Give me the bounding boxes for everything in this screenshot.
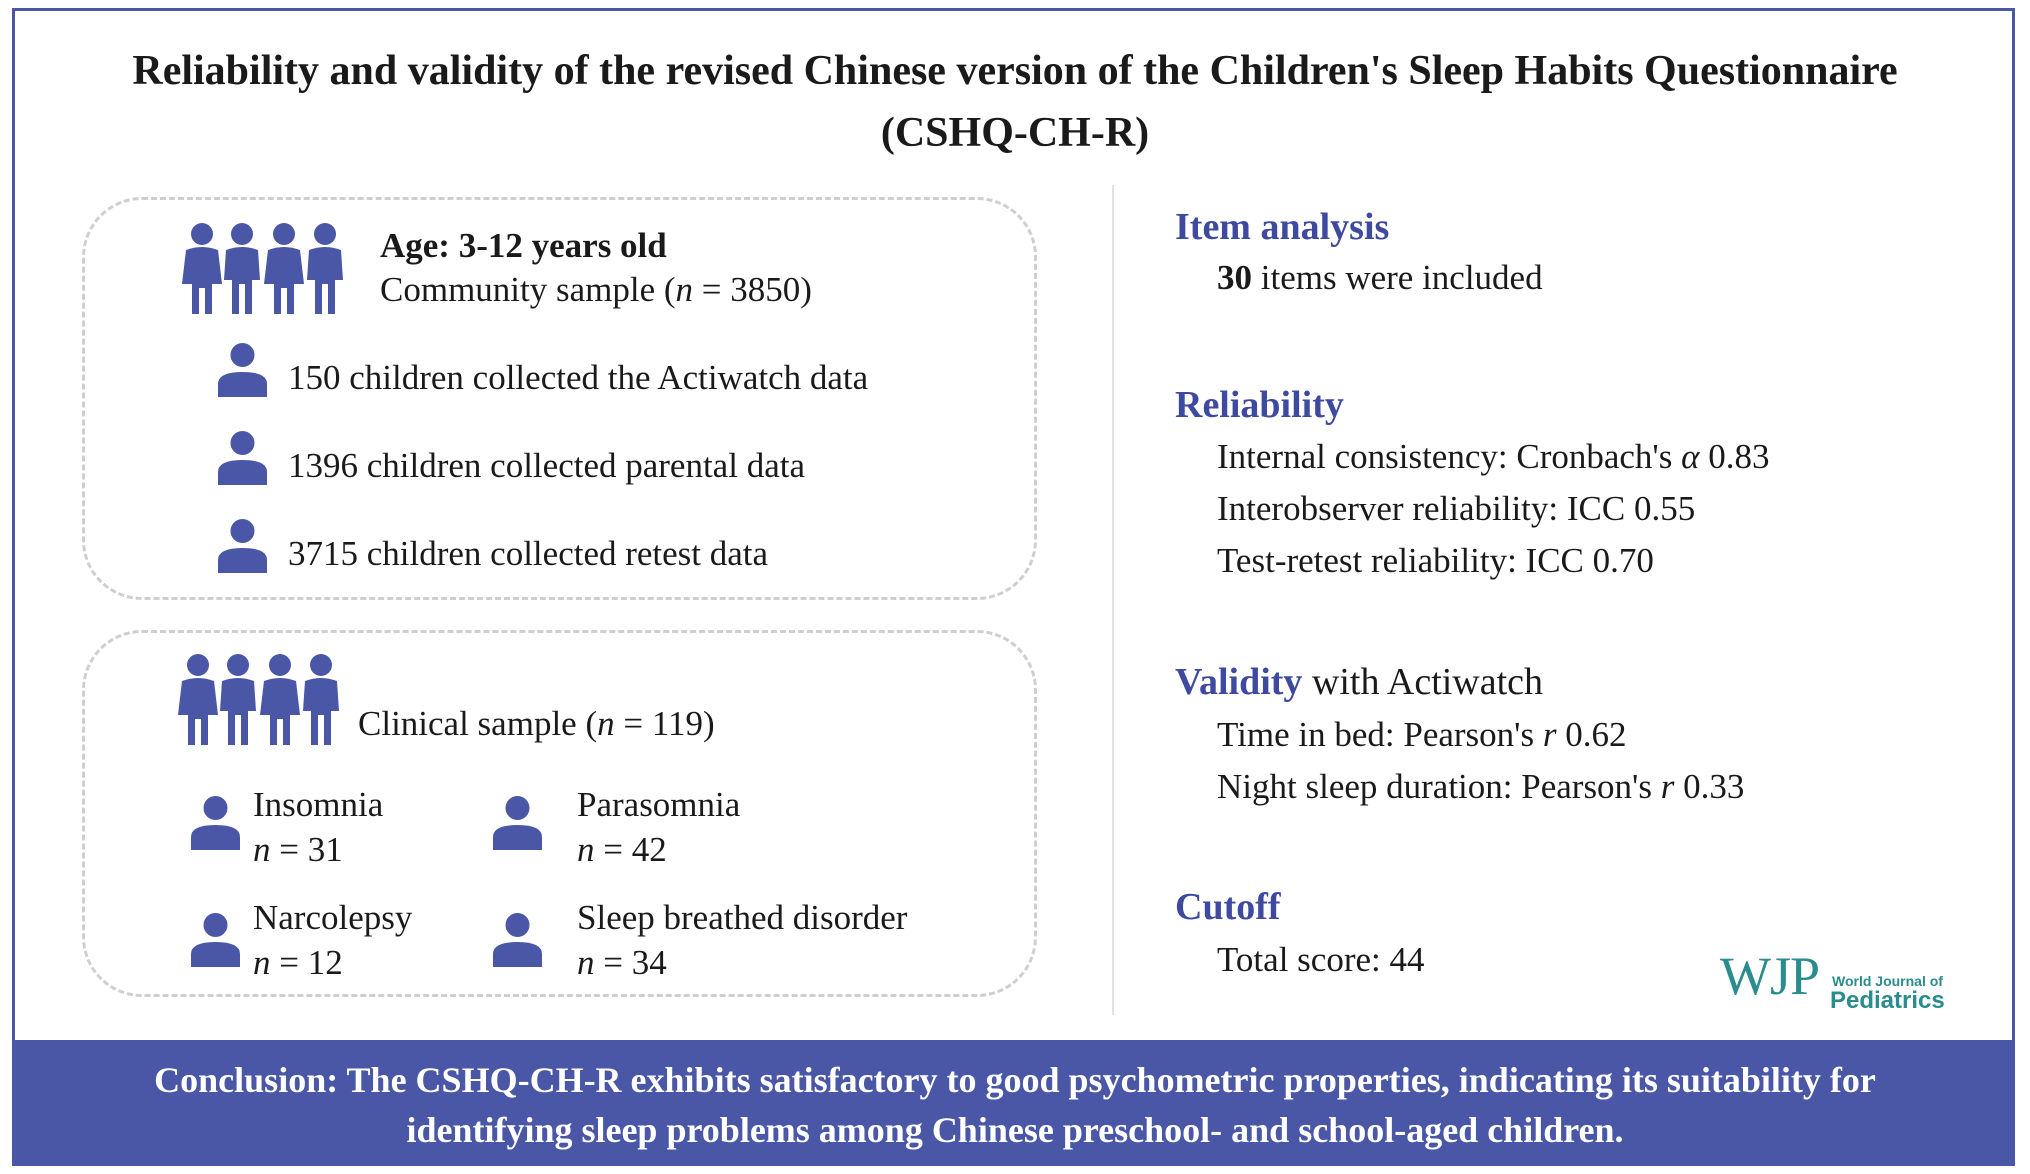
- r-symbol: r: [1660, 767, 1675, 806]
- children-group-icon: [182, 222, 347, 317]
- community-item-retest: 3715 children collected retest data: [288, 534, 769, 573]
- journal-logo: [1720, 945, 2005, 1025]
- group-narcolepsy-name: Narcolepsy: [253, 898, 413, 937]
- conclusion-line-1: Conclusion: The CSHQ-CH-R exhibits satisfactory to good psychometric properties, indicating its suitability for: [154, 1060, 1876, 1100]
- person-icon: [215, 430, 270, 485]
- group-parasomnia-name: Parasomnia: [577, 785, 741, 824]
- cutoff-heading: Cutoff: [1175, 886, 1281, 928]
- logo-line-2: Pediatrics: [1830, 987, 1945, 1014]
- test-retest-text: Test-retest reliability: ICC 0.70: [1217, 541, 1654, 580]
- clinical-sample-count: = 119): [614, 704, 715, 743]
- poster-title: [0, 40, 2030, 164]
- internal-consistency-value: 0.83: [1699, 437, 1770, 476]
- validity-heading-bold: Validity: [1175, 661, 1303, 703]
- clinical-sample-n: n: [597, 704, 615, 743]
- group-narcolepsy-count: [253, 943, 343, 983]
- r-symbol: r: [1542, 715, 1557, 754]
- group-parasomnia-count: [577, 830, 667, 870]
- n-value: = 34: [594, 943, 667, 982]
- item-analysis-heading: Item analysis: [1175, 206, 1390, 248]
- person-icon: [215, 518, 270, 573]
- title-line-1: Reliability and validity of the revised Chinese version of the Children's Sleep Habits Questionnaire: [132, 48, 1898, 94]
- n-symbol: n: [253, 943, 271, 982]
- n-symbol: n: [577, 943, 595, 982]
- group-insomnia-name: Insomnia: [253, 785, 384, 824]
- alpha-symbol: α: [1681, 437, 1700, 476]
- group-sleep-breathed-count: [577, 943, 667, 983]
- children-group-icon: [178, 653, 343, 748]
- group-insomnia-count: [253, 830, 343, 870]
- clinical-sample-prefix: Clinical sample (: [358, 704, 598, 743]
- time-in-bed-label: Time in bed: Pearson's: [1217, 715, 1543, 754]
- night-sleep-text: [1217, 767, 1744, 807]
- n-symbol: n: [577, 830, 595, 869]
- person-icon: [188, 795, 243, 850]
- column-divider: [1112, 185, 1114, 1015]
- community-sample-label: [380, 270, 812, 310]
- item-count-label: items were included: [1252, 258, 1543, 297]
- person-icon: [215, 342, 270, 397]
- logo-mark: WJP: [1720, 946, 1820, 1006]
- n-symbol: n: [253, 830, 271, 869]
- person-icon: [490, 795, 545, 850]
- community-sample-prefix: Community sample (: [380, 270, 676, 309]
- community-sample-count: = 3850): [693, 270, 812, 309]
- community-item-parental: 1396 children collected parental data: [288, 446, 805, 485]
- n-value: = 31: [270, 830, 343, 869]
- n-value: = 12: [270, 943, 343, 982]
- conclusion-text: [0, 1055, 2030, 1155]
- title-line-2: (CSHQ-CH-R): [880, 110, 1150, 156]
- n-value: = 42: [594, 830, 667, 869]
- cutoff-text: Total score: 44: [1217, 940, 1425, 979]
- item-count: 30: [1217, 258, 1252, 297]
- validity-heading-suffix: with Actiwatch: [1302, 661, 1544, 703]
- group-sleep-breathed-name: Sleep breathed disorder: [577, 898, 908, 937]
- internal-consistency-text: [1217, 437, 1769, 477]
- item-analysis-text: [1217, 258, 1543, 298]
- conclusion-line-2: identifying sleep problems among Chinese preschool- and school-aged children.: [406, 1110, 1624, 1150]
- person-icon: [490, 912, 545, 967]
- community-sample-n: n: [675, 270, 694, 309]
- interobserver-text: Interobserver reliability: ICC 0.55: [1217, 489, 1696, 528]
- age-label: Age: 3-12 years old: [380, 226, 667, 265]
- night-sleep-label: Night sleep duration: Pearson's: [1217, 767, 1661, 806]
- clinical-sample-label: [358, 704, 715, 744]
- internal-consistency-label: Internal consistency: Cronbach's: [1217, 437, 1682, 476]
- night-sleep-value: 0.33: [1674, 767, 1745, 806]
- logo-line-1: World Journal of: [1832, 973, 1943, 989]
- community-item-actiwatch: 150 children collected the Actiwatch data: [288, 358, 869, 397]
- reliability-heading: Reliability: [1175, 384, 1344, 426]
- time-in-bed-text: [1217, 715, 1626, 755]
- time-in-bed-value: 0.62: [1556, 715, 1627, 754]
- person-icon: [188, 912, 243, 967]
- validity-heading: [1175, 660, 1543, 704]
